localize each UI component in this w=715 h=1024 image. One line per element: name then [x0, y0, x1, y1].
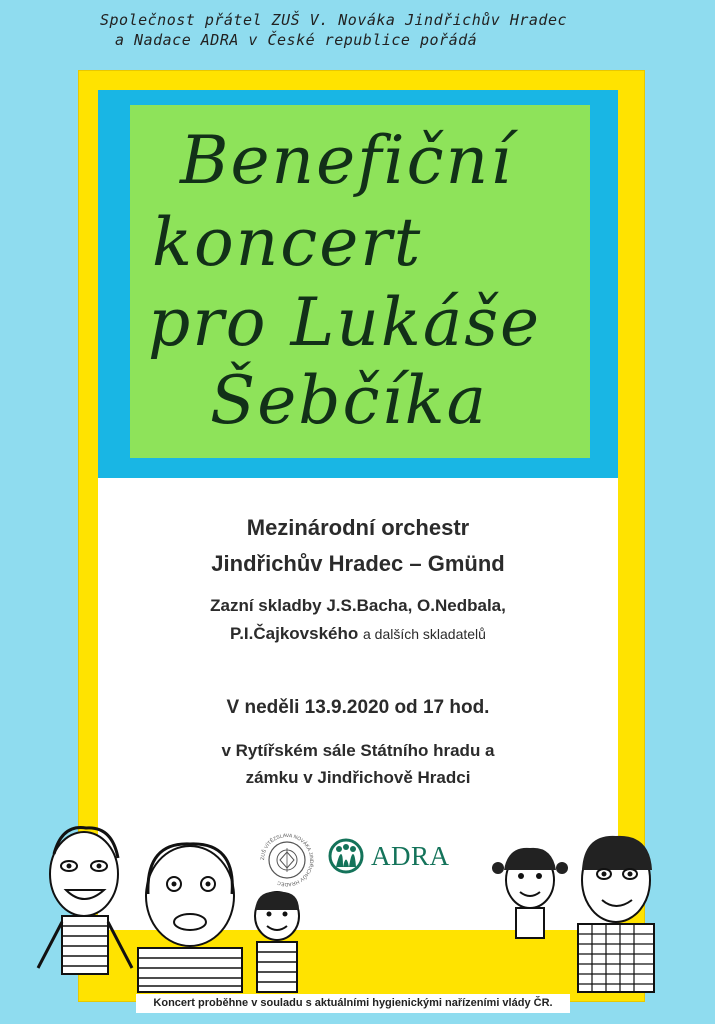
orchestra-line-1: Mezinárodní orchestr	[246, 515, 470, 540]
venue-line-1: v Rytířském sále Státního hradu a	[221, 741, 495, 760]
zus-logo	[258, 832, 316, 893]
pieces-line-2-main: P.I.Čajkovského	[230, 624, 359, 643]
organizer-line-2: a Nadace ADRA v České republice pořádá	[115, 31, 478, 49]
orchestra-block	[98, 510, 618, 582]
title-line-2: koncert	[152, 204, 423, 281]
pieces-line-2-rest: a dalších skladatelů	[362, 626, 486, 642]
child-drawing-face-3	[243, 888, 311, 994]
child-drawing-face-4	[490, 840, 570, 940]
organizer-line-1: Společnost přátel ZUŠ V. Nováka Jindřichův Hradec	[100, 11, 568, 29]
adra-logo	[325, 838, 450, 874]
adra-logo-text: ADRA	[371, 840, 450, 871]
zus-logo-text: ZUŠ VÍTĚZSLAVA NOVÁKA JINDŘICHŮV HRADEC	[259, 832, 315, 888]
child-drawing-face-5	[572, 828, 658, 994]
title-panel	[130, 105, 590, 458]
pieces-line-1: Zazní skladby J.S.Bacha, O.Nedbala,	[210, 596, 506, 615]
child-drawing-face-1	[32, 818, 137, 994]
concert-date: V neděli 13.9.2020 od 17 hod.	[226, 697, 490, 718]
child-drawing-face-2	[128, 836, 253, 994]
pieces-block	[98, 592, 618, 648]
hygiene-notice: Koncert proběhne v souladu s aktuálními hygienickými nařízeními vlády ČR.	[136, 994, 570, 1013]
venue-block	[98, 737, 618, 791]
svg-text:ZUŠ VÍTĚZSLAVA NOVÁKA JINDŘICH	[260, 833, 316, 887]
handwritten-title	[130, 105, 590, 458]
organizer-header	[60, 10, 660, 50]
title-line-1: Benefiční	[180, 122, 514, 199]
orchestra-line-2: Jindřichův Hradec – Gmünd	[211, 551, 505, 576]
title-line-4: Šebčíka	[210, 362, 488, 439]
title-line-3: pro Lukáše	[148, 284, 542, 361]
adra-emblem-icon	[325, 838, 367, 874]
venue-line-2: zámku v Jindřichově Hradci	[245, 768, 471, 787]
